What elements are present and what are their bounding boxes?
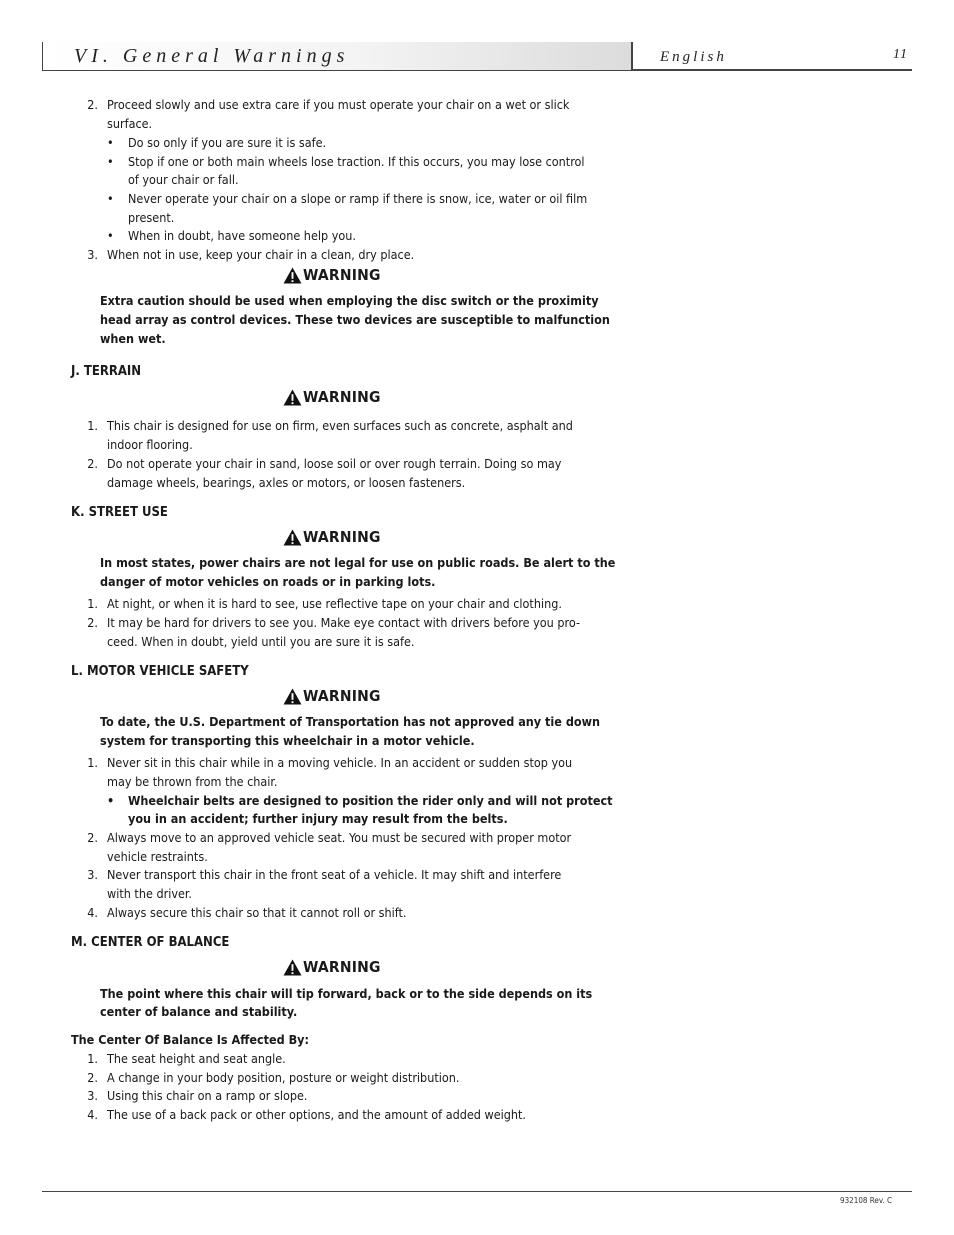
warning-heading bbox=[283, 527, 381, 547]
list-number: 1. bbox=[87, 418, 98, 433]
document-code: 932108 Rev. C bbox=[840, 1196, 893, 1205]
bullet-text: Wheelchair belts are designed to position the rider only and will not protect bbox=[128, 793, 613, 808]
list-number: 1. bbox=[87, 755, 98, 770]
list-item-text: Always secure this chair so that it cannot roll or shift. bbox=[107, 905, 407, 920]
list-item-text: vehicle restraints. bbox=[107, 849, 208, 864]
subheading: The Center Of Balance Is Affected By: bbox=[71, 1032, 310, 1047]
list-item-text: with the driver. bbox=[107, 886, 192, 901]
warning-heading bbox=[283, 957, 381, 977]
bullet: • bbox=[107, 154, 114, 169]
warning-label: WARNING bbox=[303, 266, 381, 284]
bullet-text: When in doubt, have someone help you. bbox=[128, 228, 356, 243]
list-item-text: Using this chair on a ramp or slope. bbox=[107, 1088, 308, 1103]
list-number: 1. bbox=[87, 1051, 98, 1066]
warning-heading bbox=[283, 387, 381, 407]
section-heading-motor-vehicle-safety: L. MOTOR VEHICLE SAFETY bbox=[71, 664, 249, 679]
warning-text: head array as control devices. These two devices are susceptible to malfunction bbox=[100, 312, 610, 327]
list-item-text: surface. bbox=[107, 116, 153, 131]
list-item-text: Never sit in this chair while in a moving vehicle. In an accident or sudden stop you bbox=[107, 755, 573, 770]
list-item-text: damage wheels, bearings, axles or motors, or loosen fasteners. bbox=[107, 475, 466, 490]
list-item-text: Always move to an approved vehicle seat. You must be secured with proper motor bbox=[107, 830, 572, 845]
list-item-text: When not in use, keep your chair in a clean, dry place. bbox=[107, 247, 415, 262]
warning-triangle-icon bbox=[283, 389, 302, 406]
bullet: • bbox=[107, 135, 114, 150]
list-number: 2. bbox=[87, 456, 98, 471]
list-number: 2. bbox=[87, 615, 98, 630]
bullet: • bbox=[107, 191, 114, 206]
page-number: 11 bbox=[893, 47, 908, 62]
bullet-text: of your chair or fall. bbox=[128, 172, 239, 187]
list-item-text: ceed. When in doubt, yield until you are sure it is safe. bbox=[107, 634, 415, 649]
list-item-text: A change in your body position, posture or weight distribution. bbox=[107, 1070, 460, 1085]
section-heading-center-of-balance: M. CENTER OF BALANCE bbox=[71, 935, 230, 950]
list-item-text: The use of a back pack or other options, and the amount of added weight. bbox=[107, 1107, 527, 1122]
bullet-text: Never operate your chair on a slope or ramp if there is snow, ice, water or oil film bbox=[128, 191, 588, 206]
list-item-text: may be thrown from the chair. bbox=[107, 774, 278, 789]
language-label: English bbox=[660, 49, 727, 65]
warning-text: In most states, power chairs are not legal for use on public roads. Be alert to the bbox=[100, 555, 616, 570]
list-item-text: This chair is designed for use on firm, even surfaces such as concrete, asphalt and bbox=[107, 418, 573, 433]
list-number: 1. bbox=[87, 596, 98, 611]
bullet: • bbox=[107, 793, 115, 808]
header-rule bbox=[631, 69, 912, 71]
warning-text: when wet. bbox=[100, 331, 166, 346]
warning-text: To date, the U.S. Department of Transportation has not approved any tie down bbox=[100, 714, 600, 729]
footer-rule bbox=[42, 1191, 912, 1192]
list-item-text: Do not operate your chair in sand, loose soil or over rough terrain. Doing so may bbox=[107, 456, 562, 471]
list-item-text: The seat height and seat angle. bbox=[107, 1051, 286, 1066]
header-divider bbox=[631, 42, 633, 71]
warning-heading bbox=[283, 265, 381, 285]
warning-text: danger of motor vehicles on roads or in parking lots. bbox=[100, 574, 436, 589]
warning-heading bbox=[283, 686, 381, 706]
warning-label: WARNING bbox=[303, 687, 381, 705]
list-item-text: It may be hard for drivers to see you. Make eye contact with drivers before you pro- bbox=[107, 615, 581, 630]
warning-label: WARNING bbox=[303, 528, 381, 546]
list-item-text: At night, or when it is hard to see, use reflective tape on your chair and clothing. bbox=[107, 596, 562, 611]
warning-text: system for transporting this wheelchair in a motor vehicle. bbox=[100, 733, 475, 748]
bullet: • bbox=[107, 228, 114, 243]
section-heading-terrain: J. TERRAIN bbox=[71, 364, 142, 379]
list-item-text: Proceed slowly and use extra care if you must operate your chair on a wet or slick bbox=[107, 97, 570, 112]
bullet-text: you in an accident; further injury may result from the belts. bbox=[128, 811, 508, 826]
list-number: 2. bbox=[87, 97, 98, 112]
list-number: 4. bbox=[87, 905, 98, 920]
warning-triangle-icon bbox=[283, 267, 302, 284]
list-number: 4. bbox=[87, 1107, 98, 1122]
warning-triangle-icon bbox=[283, 529, 302, 546]
warning-text: center of balance and stability. bbox=[100, 1004, 298, 1019]
list-item-text: indoor flooring. bbox=[107, 437, 193, 452]
warning-triangle-icon bbox=[283, 959, 302, 976]
list-number: 3. bbox=[87, 247, 98, 262]
page-title: VI. General Warnings bbox=[74, 45, 350, 67]
list-number: 2. bbox=[87, 830, 98, 845]
warning-label: WARNING bbox=[303, 958, 381, 976]
section-heading-street-use: K. STREET USE bbox=[71, 505, 168, 520]
bullet-text: present. bbox=[128, 210, 175, 225]
warning-text: The point where this chair will tip forward, back or to the side depends on its bbox=[100, 986, 593, 1001]
list-number: 3. bbox=[87, 867, 98, 882]
warning-triangle-icon bbox=[283, 688, 302, 705]
list-number: 3. bbox=[87, 1088, 98, 1103]
list-item-text: Never transport this chair in the front seat of a vehicle. It may shift and interfere bbox=[107, 867, 562, 882]
bullet-text: Do so only if you are sure it is safe. bbox=[128, 135, 327, 150]
warning-text: Extra caution should be used when employing the disc switch or the proximity bbox=[100, 293, 599, 308]
list-number: 2. bbox=[87, 1070, 98, 1085]
bullet-text: Stop if one or both main wheels lose traction. If this occurs, you may lose control bbox=[128, 154, 585, 169]
warning-label: WARNING bbox=[303, 388, 381, 406]
